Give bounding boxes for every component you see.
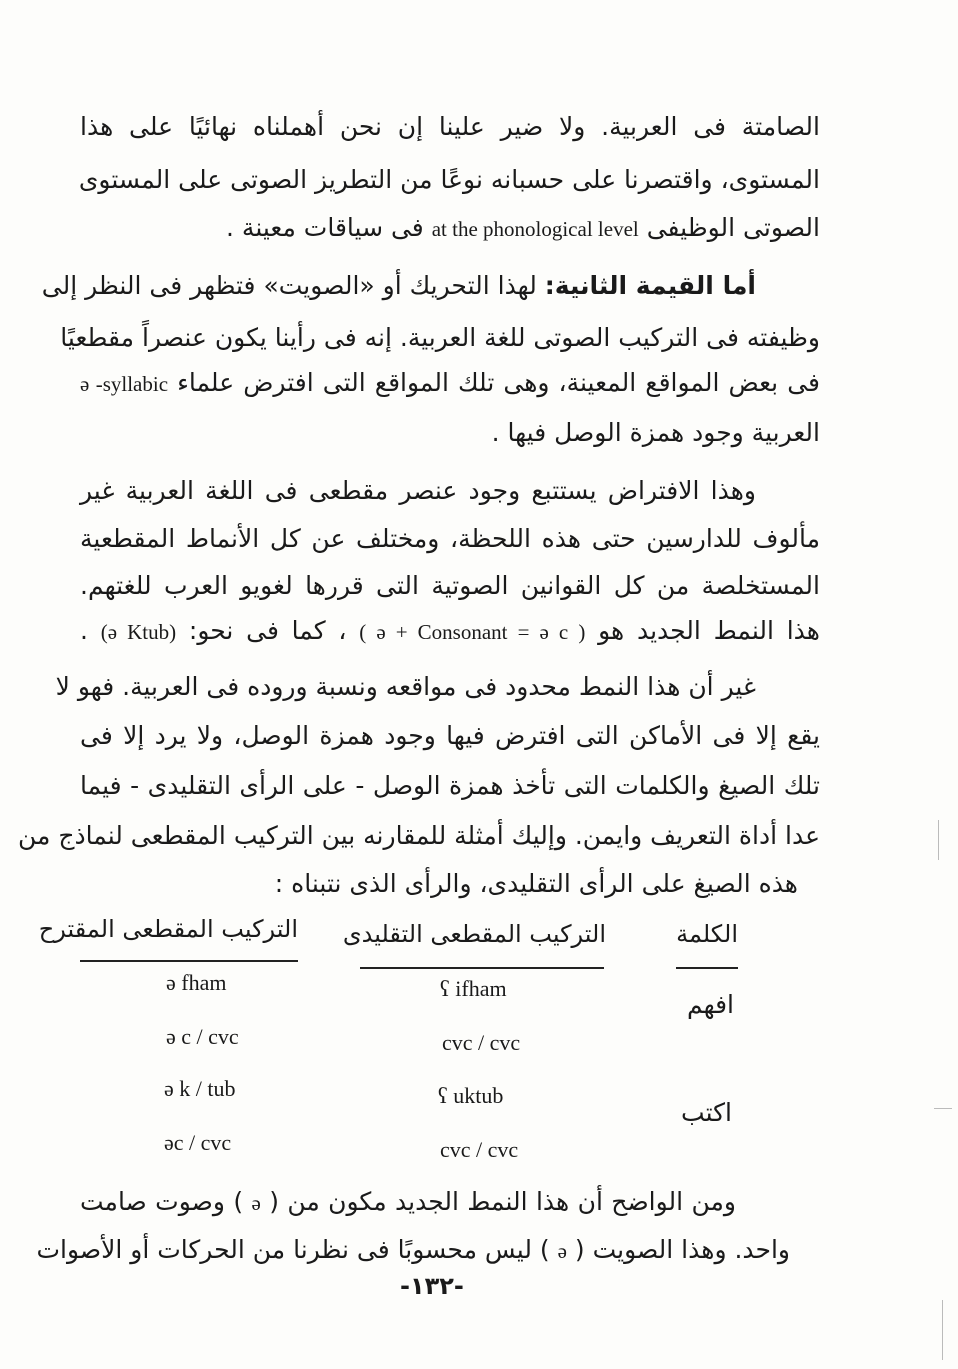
paragraph1-line1: الصامتة فى العربية. ولا ضير علينا إن نحن أهملناه نهائيًا على هذا	[80, 112, 820, 141]
row1-proposed-2: ə c / cvc	[166, 1024, 239, 1049]
paragraph1-line3-arabic-b: فى سياقات معينة .	[226, 213, 424, 242]
paragraph1-line3-latin: at the phonological level	[431, 217, 639, 241]
header-proposed-underline	[80, 960, 298, 962]
row2-traditional-1: ʕ uktub	[438, 1083, 504, 1108]
paragraph2-line2: وظيفته فى التركيب الصوتى للغة العربية. إنه فى رأينا يكون عنصراً مقطعيًا	[60, 323, 820, 352]
row1-word: افهم	[686, 990, 734, 1019]
paragraph3-line4-arabic-b: ، كما فى نحو:	[188, 616, 347, 645]
paragraph2-line3-arabic: فى بعض المواقع المعينة، وهى تلك المواقع التى افترض علماء	[177, 368, 820, 397]
paragraph2-line3	[80, 368, 820, 398]
paragraph3-line4-example: (ə Ktub)	[100, 620, 177, 644]
paragraph2-line3-latin: ə -syllabic	[80, 372, 169, 396]
paragraph4-line2: يقع إلا فى الأماكن التى افترض فيها وجود همزة الوصل، ولا يرد إلا فى	[80, 721, 820, 750]
paragraph5-line2-a: واحد. وهذا الصويت (	[574, 1235, 790, 1264]
paragraph3-line3: المستخلصة من كل القوانين الصوتية التى قررها لغويو العرب للغتهم.	[80, 571, 820, 600]
paragraph5-line1-b: ) وصوت صامت	[80, 1187, 244, 1216]
paragraph5-line2	[36, 1235, 790, 1265]
row1-traditional-2: cvc / cvc	[442, 1030, 521, 1055]
paragraph4-line5: هذه الصيغ على الرأى التقليدى، والرأى الذى نتبناه :	[274, 869, 798, 898]
header-word: الكلمة	[676, 920, 738, 948]
paragraph4-line3: تلك الصيغ والكلمات التى تأخذ همزة الوصل - على الرأى التقليدى - فيما	[80, 771, 820, 800]
row2-word: اكتب	[681, 1098, 732, 1127]
paragraph1-line3-arabic-a: الصوتى الوظيفى	[646, 213, 820, 242]
page-number: -١٣٢-	[400, 1272, 464, 1300]
row1-proposed-1: ə fham	[166, 970, 227, 995]
paragraph5-line2-symbol: ə	[557, 1239, 567, 1263]
header-traditional: التركيب المقطعى التقليدى	[342, 920, 606, 948]
paragraph3-line4-formula: ( ə + Consonant = ə c )	[359, 620, 586, 644]
paragraph5-line2-b: ) ليس محسوبًا فى نظرنا من الحركات أو الأصوات	[36, 1235, 550, 1264]
header-traditional-underline	[360, 967, 604, 969]
paragraph3-line4	[80, 616, 820, 646]
paragraph4-line1: غير أن هذا النمط محدود فى مواقعه ونسبة وروده فى العربية. فهو لا	[55, 672, 756, 701]
paragraph1-line2: المستوى، واقتصرنا على حسبانه نوعًا من التطريز الصوتى على المستوى	[78, 165, 820, 194]
paragraph5-line1-symbol: ə	[251, 1191, 261, 1215]
scan-mark	[942, 1300, 943, 1360]
paragraph2-line4: العربية وجود همزة الوصل فيها .	[491, 418, 820, 447]
scan-mark	[938, 820, 939, 860]
scan-mark	[934, 1108, 952, 1109]
paragraph2-line1	[41, 271, 756, 301]
paragraph2-line1-rest: لهذا التحريك أو «الصويت» فتظهر فى النظر إلى	[41, 271, 537, 300]
paragraph1-line3	[226, 213, 820, 243]
paragraph3-line4-end: .	[80, 616, 88, 645]
paragraph3-line2: مألوف للدارسين حتى هذه اللحظة، ومختلف عن كل الأنماط المقطعية	[80, 524, 820, 553]
header-proposed: التركيب المقطعى المقترح	[38, 915, 298, 943]
paragraph5-line1	[80, 1187, 736, 1217]
paragraph2-lead: أما القيمة الثانية:	[544, 271, 756, 300]
row2-proposed-1: ə k / tub	[164, 1076, 236, 1101]
paragraph3-line1: وهذا الافتراض يستتبع وجود عنصر مقطعى فى اللغة العربية غير	[80, 476, 756, 505]
row2-proposed-2: əc / cvc	[164, 1130, 232, 1155]
header-word-underline	[676, 967, 738, 969]
paragraph5-line1-a: ومن الواضح أن هذا النمط الجديد مكون من (	[269, 1187, 736, 1216]
paragraph3-line4-arabic-a: هذا النمط الجديد هو	[598, 616, 820, 645]
row2-traditional-2: cvc / cvc	[440, 1137, 519, 1162]
row1-traditional-1: ʕ ifham	[440, 976, 507, 1001]
paragraph4-line4: عدا أداة التعريف وايمن. وإليك أمثلة للمقارنه بين التركيب المقطعى لنماذج من	[17, 821, 820, 850]
